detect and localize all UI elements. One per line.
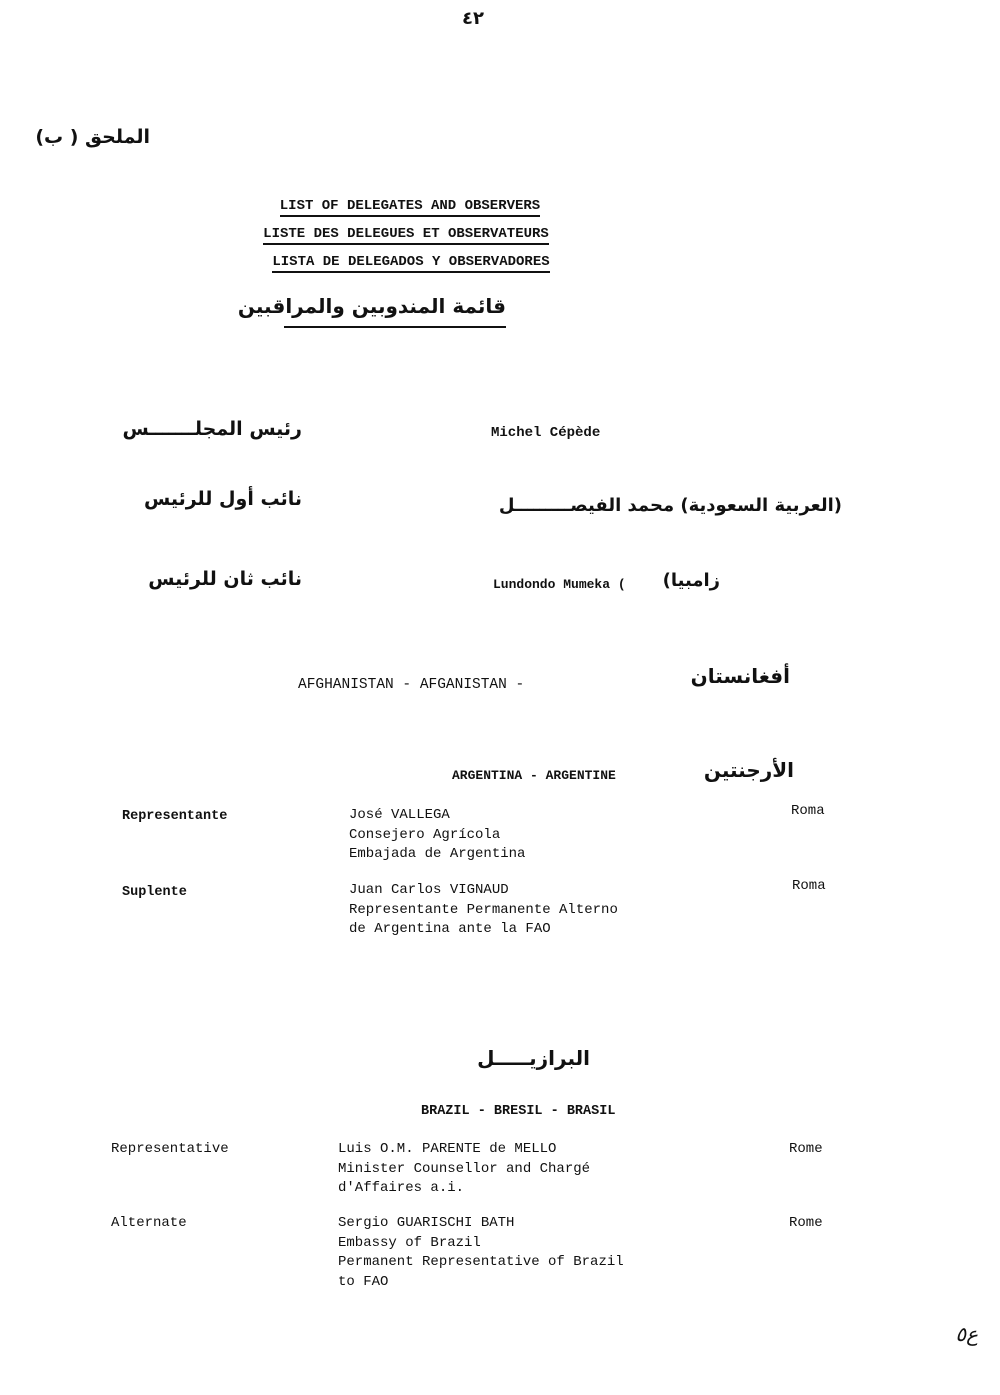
delegate-role: Suplente xyxy=(122,885,187,900)
delegate-affiliation: Embajada de Argentina xyxy=(349,846,526,862)
title-english-text: LIST OF DELEGATES AND OBSERVERS xyxy=(280,198,540,217)
title-french xyxy=(0,226,812,242)
country-afghanistan: AFGHANISTAN - AFGANISTAN - xyxy=(298,677,525,693)
country-brazil-arabic: البرازيـــــل xyxy=(477,1046,590,1070)
title-arabic xyxy=(237,294,506,328)
footer-mark: ع٥ xyxy=(955,1322,978,1346)
delegate-name: José VALLEGA xyxy=(349,807,450,823)
officer-name-second-vice: Lundondo Mumeka ( xyxy=(493,577,626,592)
delegate-role: Alternate xyxy=(111,1215,187,1231)
delegate-details xyxy=(349,881,618,940)
delegate-city: Roma xyxy=(792,878,826,894)
delegate-details xyxy=(338,1214,624,1292)
delegate-name: Sergio GUARISCHI BATH xyxy=(338,1215,515,1231)
officer-country-second-vice: زامبيا) xyxy=(662,570,720,591)
officer-name-first-vice: (العربية السعودية) محمد الفيصـــــــــل xyxy=(498,495,842,516)
delegate-name: Juan Carlos VIGNAUD xyxy=(349,882,509,898)
officer-name-chairman: Michel Cépède xyxy=(491,425,601,441)
officer-role-first-vice: نائب أول للرئيس xyxy=(143,488,302,510)
annex-label: الملحق ( ب) xyxy=(35,126,150,148)
delegate-role: Representative xyxy=(111,1141,229,1157)
delegate-title: Minister Counsellor and Chargé xyxy=(338,1160,591,1177)
country-afghanistan-arabic: أفغانستان xyxy=(690,664,790,688)
delegate-details xyxy=(338,1140,590,1199)
delegate-city: Rome xyxy=(789,1141,823,1157)
country-brazil: BRAZIL - BRESIL - BRASIL xyxy=(421,1104,616,1119)
officer-role-chairman: رئيس المجلـــــــس xyxy=(122,418,302,440)
delegate-title: to FAO xyxy=(338,1273,389,1290)
delegate-title: Consejero Agrícola xyxy=(349,826,501,843)
title-spanish-text: LISTA DE DELEGADOS Y OBSERVADORES xyxy=(272,254,549,273)
delegate-title: Permanent Representative of Brazil xyxy=(338,1254,624,1270)
page-number: ٤٢ xyxy=(462,8,484,29)
delegate-details xyxy=(349,806,525,865)
delegate-city: Roma xyxy=(791,803,825,819)
delegate-city: Rome xyxy=(789,1215,823,1231)
country-argentina-arabic: الأرجنتين xyxy=(703,758,794,782)
delegate-title: d'Affaires a.i. xyxy=(338,1180,465,1196)
title-french-text: LISTE DES DELEGUES ET OBSERVATEURS xyxy=(263,226,549,245)
title-english xyxy=(0,198,820,214)
delegate-role: Representante xyxy=(122,809,228,824)
title-spanish xyxy=(0,254,822,270)
delegate-affiliation: Embassy of Brazil xyxy=(338,1234,481,1251)
delegate-title: Representante Permanente Alterno xyxy=(349,901,618,918)
delegate-affiliation: de Argentina ante la FAO xyxy=(349,921,551,937)
title-arabic-text: قائمة المندوبين والمراقبين xyxy=(284,294,506,328)
country-argentina: ARGENTINA - ARGENTINE xyxy=(452,768,616,783)
officer-role-second-vice: نائب ثان للرئيس xyxy=(148,568,302,590)
delegate-name: Luis O.M. PARENTE de MELLO xyxy=(338,1141,557,1157)
